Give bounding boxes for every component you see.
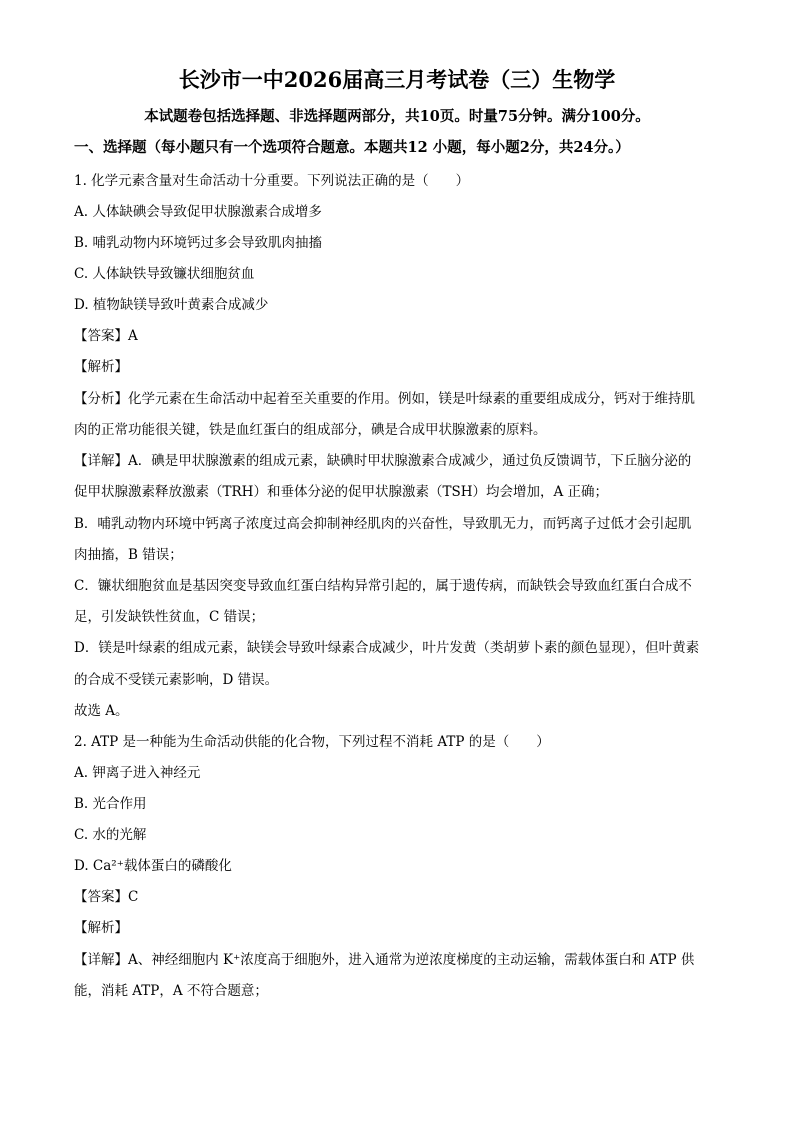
question-1-explanation-line: 促甲状腺激素释放激素（TRH）和垂体分泌的促甲状腺激素（TSH）均会增加，A 正确； bbox=[74, 484, 609, 500]
exam-subtitle: 本试题卷包括选择题、非选择题两部分，共10页。时量75分钟。满分100分。 bbox=[144, 108, 650, 125]
question-1-explanation-line: 肉抽搐，B 错误； bbox=[74, 547, 183, 563]
question-1-explanation-line: 【分析】化学元素在生命活动中起着至关重要的作用。例如，镁是叶绿素的重要组成成分，钙对于维持肌 bbox=[74, 391, 695, 407]
question-2-answer: 【答案】C bbox=[74, 889, 139, 905]
exam-title: 长沙市一中2026届高三月考试卷（三）生物学 bbox=[178, 67, 616, 92]
question-1-option-c: C. 人体缺铁导致镰状细胞贫血 bbox=[74, 266, 255, 282]
question-1-explanation-line: 足，引发缺铁性贫血，C 错误； bbox=[74, 609, 265, 625]
question-1-explanation-line: 肉的正常功能很关键，铁是血红蛋白的组成部分，碘是合成甲状腺激素的原料。 bbox=[74, 422, 547, 438]
question-1-explanation-line: B．哺乳动物内环境中钙离子浓度过高会抑制神经肌肉的兴奋性，导致肌无力，而钙离子过低才会引起肌 bbox=[74, 516, 692, 532]
question-2-explanation-line: 能，消耗 ATP，A 不符合题意； bbox=[74, 983, 268, 999]
question-1-explanation-line: 【详解】A．碘是甲状腺激素的组成元素，缺碘时甲状腺激素合成减少，通过负反馈调节，下丘脑分泌的 bbox=[74, 453, 692, 469]
question-1-explanation-line: 的合成不受镁元素影响，D 错误。 bbox=[74, 672, 279, 688]
question-2-explanation-line: 【详解】A、神经细胞内 K⁺浓度高于细胞外，进入通常为逆浓度梯度的主动运输，需载体蛋白和 ATP 供 bbox=[74, 952, 695, 968]
question-1-option-a: A. 人体缺碘会导致促甲状腺激素合成增多 bbox=[74, 204, 322, 220]
question-1-stem: 1. 化学元素含量对生命活动十分重要。下列说法正确的是（ ） bbox=[74, 173, 470, 189]
question-2-option-a: A. 钾离子进入神经元 bbox=[74, 765, 201, 781]
question-1-conclusion: 故选 A。 bbox=[74, 703, 129, 719]
question-1-analysis-label: 【解析】 bbox=[74, 359, 128, 375]
question-2-option-d: D. Ca²⁺载体蛋白的磷酸化 bbox=[74, 858, 232, 874]
question-2-option-c: C. 水的光解 bbox=[74, 827, 147, 843]
question-1-answer: 【答案】A bbox=[74, 328, 138, 344]
question-1-option-b: B. 哺乳动物内环境钙过多会导致肌肉抽搐 bbox=[74, 235, 323, 251]
section-heading-choice: 一、选择题（每小题只有一个选项符合题意。本题共12 小题，每小题2分，共24分。） bbox=[74, 139, 630, 156]
question-2-stem: 2. ATP 是一种能为生命活动供能的化合物，下列过程不消耗 ATP 的是（ ） bbox=[74, 734, 550, 750]
question-1-explanation-line: C．镰状细胞贫血是基因突变导致血红蛋白结构异常引起的，属于遗传病，而缺铁会导致血红蛋白合成不 bbox=[74, 578, 692, 594]
question-2-analysis-label: 【解析】 bbox=[74, 920, 128, 936]
question-1-option-d: D. 植物缺镁导致叶黄素合成减少 bbox=[74, 297, 269, 313]
question-1-explanation-line: D．镁是叶绿素的组成元素，缺镁会导致叶绿素合成减少，叶片发黄（类胡萝卜素的颜色显现），但叶黄素 bbox=[74, 640, 700, 656]
question-2-option-b: B. 光合作用 bbox=[74, 796, 147, 812]
